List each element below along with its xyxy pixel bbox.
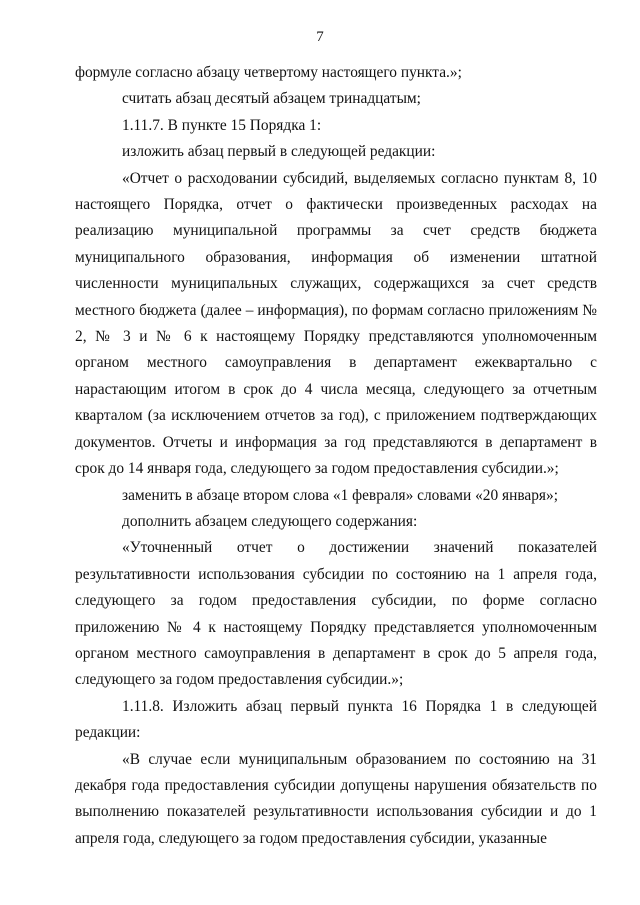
page-number: 7: [316, 29, 324, 45]
paragraph-quoted-refined-report: «Уточненный отчет о достижении значений показателей результативности использования субсидии по состоянию на 1 апреля года, следующего за годом предоставления субсидии, по форме согласно приложению № 4 к настоящему Порядку представляется уполномоченным органом местного самоуправления в департамент в срок до 5 апреля года, следующего за годом предоставления субсидии.»;: [75, 539, 597, 689]
document-body: [75, 60, 597, 852]
paragraph-continuation: формуле согласно абзацу четвертому настоящего пункта.»;: [75, 64, 462, 81]
paragraph-renumber: считать абзац десятый абзацем тринадцатым;: [122, 90, 421, 108]
paragraph-instruction: изложить абзац первый в следующей редакции:: [122, 143, 436, 161]
paragraph-item-1-11-7: 1.11.7. В пункте 15 Порядка 1:: [122, 116, 322, 134]
paragraph-item-1-11-8: 1.11.8. Изложить абзац первый пункта 16 Порядка 1 в следующей редакции:: [75, 697, 597, 742]
paragraph-add-abzac: дополнить абзацем следующего содержания:: [122, 512, 418, 530]
paragraph-quoted-report: «Отчет о расходовании субсидий, выделяемых согласно пунктам 8, 10 настоящего Порядка, отчет о фактически произведенных расходах на реализацию муниципальной программы за счет средств бюджета муниципального образования, информация об изменении штатной численности муниципальных служащих, содержащихся за счет средств местного бюджета (далее – информация), по формам согласно приложениям № 2, № 3 и № 6 к настоящему Порядку представляются уполномоченным органом местного самоуправления в департамент ежеквартально с нарастающим итогом в срок до 4 числа месяца, следующего за отчетным кварталом (за исключением отчетов за год), с приложением подтверждающих документов. Отчеты и информация за год представляются в департамент в срок до 14 января года, следующего за годом предоставления субсидии.»;: [75, 169, 597, 478]
paragraph-replace-words: заменить в абзаце втором слова «1 февраля» словами «20 января»;: [122, 486, 558, 504]
paragraph-quoted-violation: «В случае если муниципальным образованием по состоянию на 31 декабря года предоставления субсидии допущены нарушения обязательств по выполнению показателей результативности использования субсидии и до 1 апреля года, следующего за годом предоставления субсидии, указанные: [75, 750, 597, 847]
